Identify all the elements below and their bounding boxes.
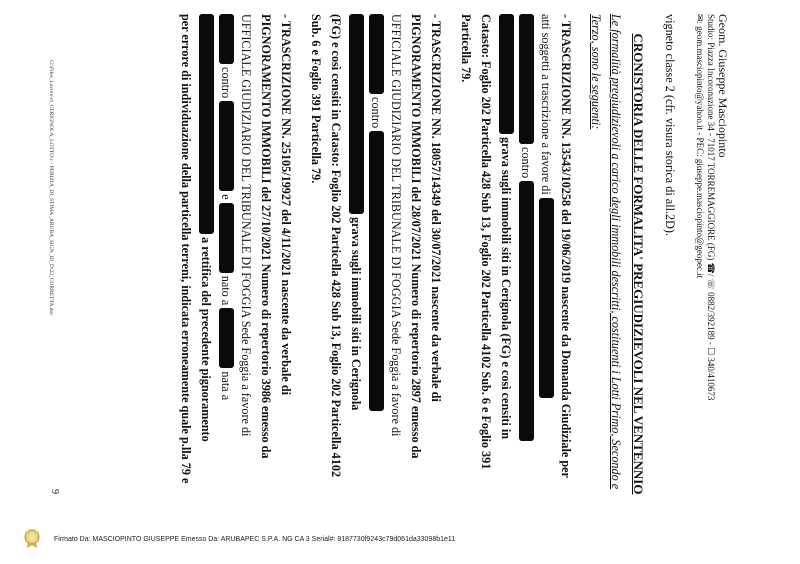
studio-address: Studio: Piazza Incoronazione 34 - 71017 TORREMAGGIORE (FG) ☎/ ☏ 0882/392189 - ☐ 340/410673 xyxy=(706,14,716,401)
entry-1: - TRASCRIZIONE NN. 13543/10258 del 19/06/2019 nascente da Domanda Giudiziale per atti soggetti a trascrizione a favore di contro grava sugli immobili siti in Cerignola (FG) e così censiti in Catasto: Foglio 202 Particella 428 Sub 13, Foglio 202 Particella 4102 Sub. 6 e Foglio 391 Particella 79. xyxy=(459,14,573,478)
section-title: CRONISTORIA DELLE FORMALITA' PREGIUDIZIEVOLI NEL VENTENNIO xyxy=(631,33,646,495)
redaction-bar xyxy=(349,14,364,214)
letterhead xyxy=(694,14,730,514)
intro-text: vigneto classe 2 (cfr. visura storica di all.2D). xyxy=(663,14,677,237)
entry-2: - TRASCRIZIONE NN. 18057/14349 del 30/07/2021 nascente da verbale di PIGNORAMENTO IMMOBILI del 28/07/2021 Numero di repertorio 2897 emesso da UFFICIALE GIUDIZIARIO DEL TRIBUNALE DI FOGGIA Sede Foggia a favore di contro grava sugli immobili siti in Cerignola (FG) e così censiti in Catasto: Foglio 202 Particella 428 Sub 13, Foglio 202 Particella 4102 Sub. 6 e Foglio 391 Particella 79. xyxy=(309,14,443,478)
section-subtitle: Le formalità pregiudizievoli a carico degli immobili descritti, costituenti i Lotti Primo, Secondo e Terzo, sono le seguenti: xyxy=(589,14,623,490)
redaction-bar xyxy=(219,203,234,273)
redaction-bar xyxy=(369,131,384,411)
redaction-bar xyxy=(519,14,534,144)
redaction-bar xyxy=(219,14,234,64)
redaction-bar xyxy=(219,308,234,368)
entry-3: - TRASCRIZIONE NN. 25105/19927 del 4/11/2021 nascente da verbale di PIGNORAMENTO IMMOBILI del 27/10/2021 Numero di repertorio 3986 emesso da UFFICIALE GIUDIZIARIO DEL TRIBUNALE DI FOGGIA Sede Foggia a favore di contro e nato a nata a a rettifica del precedente pignoramento per errore di individuazione della particella terreni, indicata erroneamente quale p.lla 79 e xyxy=(179,14,293,484)
redaction-bar xyxy=(539,198,554,398)
author-name: Geom. Giuseppe Masciopinto xyxy=(716,14,730,158)
redaction-bar xyxy=(199,14,214,234)
rotated-content xyxy=(70,14,730,514)
redaction-bar xyxy=(499,14,514,134)
redaction-bar xyxy=(519,181,534,441)
redaction-bar xyxy=(219,101,234,191)
page-number: 9 xyxy=(49,489,60,494)
redaction-bar xyxy=(369,14,384,94)
signature-seal-icon xyxy=(22,528,42,548)
margin-note: G:\Files_Lavoro\ct_CERIGNOLA_LOTTO\c - PERIZIA_DI_STIMA_ARUBA_SIGN_ID_D\22_CORRETTA.doc xyxy=(48,60,54,316)
digital-signature-footer: Firmato Da: MASCIOPINTO GIUSEPPE Emesso Da: ARUBAPEC S.P.A. NG CA 3 Serial#: 8187730f9243c79d061da33098b1e11 xyxy=(54,536,456,543)
contact-email: ✉: geom.masciopinto@yahoo.it - PEC: giuseppe.masciopinto@geopec.it xyxy=(695,14,705,279)
